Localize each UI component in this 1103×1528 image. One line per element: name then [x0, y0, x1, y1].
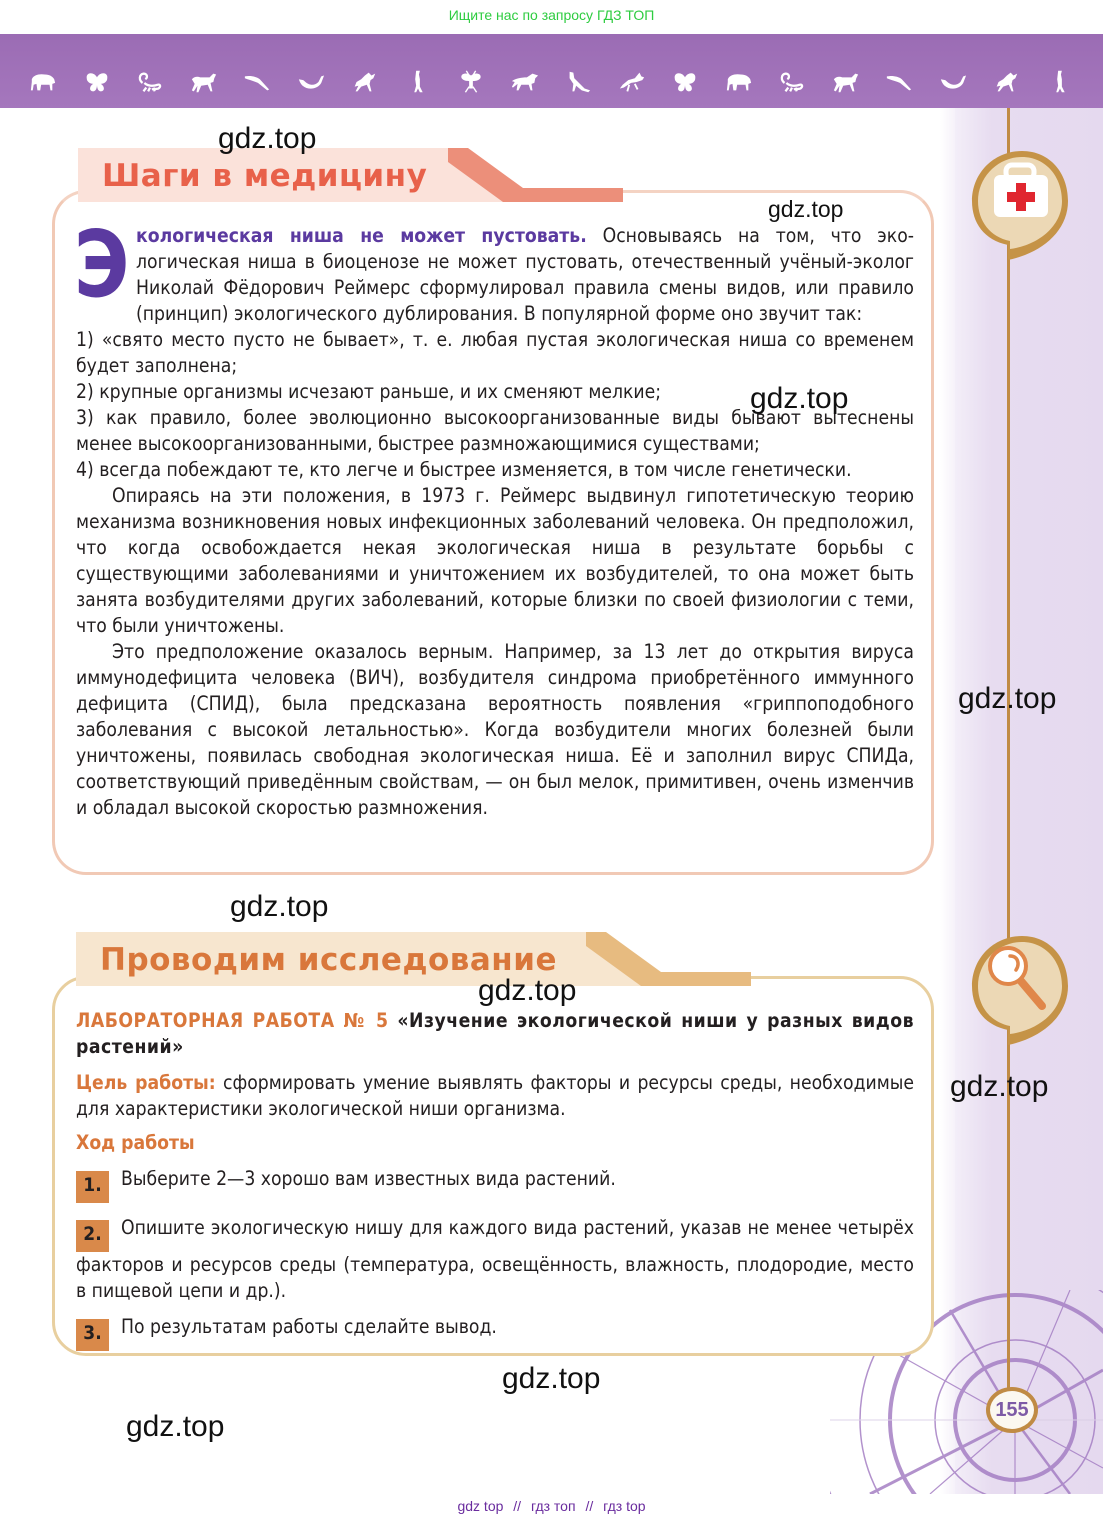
- step-number: 2.: [76, 1220, 109, 1252]
- research-section-header: [76, 932, 751, 986]
- animal-silhouette-strip: [0, 34, 1103, 108]
- research-section-text: [76, 1008, 914, 1351]
- magnifier-icon: [970, 930, 1070, 1048]
- hare-icon: [617, 67, 647, 97]
- medicine-section-header: [78, 148, 623, 202]
- bird-icon: [242, 67, 272, 97]
- step-number: 1.: [76, 1171, 109, 1203]
- watermark: gdz.top: [958, 682, 1057, 715]
- bull-icon: [510, 67, 540, 97]
- meerkat-icon: [1045, 67, 1075, 97]
- research-badge: [970, 930, 1070, 1048]
- intro-text: Основываясь на том, что экологическая ниша в биоценозе не может пустовать, отечественный учёный-эколог Николай Фёдорович Реймерс сформулировал правила смены видов, или правило (принцип) экологического дублирования. В популярной форме оно звучит так:: [136, 224, 915, 325]
- step-number: 3.: [76, 1319, 109, 1351]
- goat-icon: [349, 67, 379, 97]
- rule-2: 2) крупные организмы исчезают раньше, и их сменяют мелкие;: [76, 380, 662, 403]
- dolphin-icon: [938, 67, 968, 97]
- lead-phrase: кологическая ниша не может пустовать.: [136, 224, 587, 247]
- watermark: gdz.top: [230, 890, 329, 923]
- goal-text: сформировать умение выявлять факторы и ресурсы среды, необходимые для характеристики экологической ниши организма.: [76, 1071, 914, 1120]
- watermark: gdz.top: [768, 196, 844, 222]
- page-number: 155: [986, 1387, 1038, 1433]
- rule-1: 1) «свято место пусто не бывает», т. е. любая пустая экологическая ниша со временем будет заполнена;: [76, 328, 914, 377]
- paragraph-hypothesis: Опираясь на эти положения, в 1973 г. Реймерс выдвинул гипотетическую теорию механизма возникновения новых инфекционных заболеваний человека. Он предположил, что когда освобождается некая экологическая ниша в результате борьбы с существующими заболеваниями и уничтожением их возбудителей, то она может быть занята возбудителями других заболеваний, которые близки по своей физиологии с теми, что были уничтожены.: [76, 484, 914, 637]
- horse-icon: [189, 67, 219, 97]
- bird-icon: [884, 67, 914, 97]
- butterfly-icon: [670, 67, 700, 97]
- footer-link[interactable]: гдз топ: [530, 1498, 576, 1514]
- watermark: gdz.top: [750, 382, 849, 415]
- goal-label: Цель работы:: [76, 1071, 216, 1094]
- rule-3: 3) как правило, более эволюционно высокоорганизованные виды бывают вытеснены менее высокоорганизованными, быстрее размножающимися существами;: [76, 406, 914, 455]
- drop-cap: Э: [74, 211, 130, 318]
- search-hint-banner: Ищите нас по запросу ГДЗ ТОП: [448, 7, 655, 23]
- scorpion-icon: [777, 67, 807, 97]
- watermark: gdz.top: [950, 1070, 1049, 1103]
- timeline-line: [1007, 108, 1010, 1398]
- rule-4: 4) всегда побеждают те, кто легче и быстрее изменяется, в том числе генетически.: [76, 458, 852, 481]
- horse-icon: [831, 67, 861, 97]
- step-1: [76, 1166, 914, 1203]
- meerkat-icon: [403, 67, 433, 97]
- footer-links: [0, 1498, 1103, 1514]
- step-2: [76, 1215, 914, 1304]
- medicine-section-text: [74, 211, 915, 821]
- footer-link[interactable]: гдз top: [603, 1498, 646, 1514]
- medicine-badge: [970, 145, 1070, 263]
- right-gutter: [955, 108, 1103, 1494]
- scorpion-icon: [135, 67, 165, 97]
- intro-paragraph: [74, 211, 915, 327]
- step-text: Опишите экологическую нишу для каждого вида растений, указав не менее четырёх факторов и ресурсов среды (температура, освещённость, влажность, плодородие, место в пищевой цепи и др.).: [76, 1216, 914, 1302]
- watermark: gdz.top: [478, 974, 577, 1007]
- section-title: Шаги в медицину: [102, 158, 428, 194]
- lab-heading: [76, 1008, 914, 1060]
- first-aid-kit-icon: [970, 145, 1070, 263]
- section-title: Проводим исследование: [100, 942, 557, 978]
- watermark: gdz.top: [218, 122, 317, 155]
- step-3: [76, 1314, 914, 1351]
- paragraph-hiv: Это предположение оказалось верным. Например, за 13 лет до открытия вируса иммунодефицита человека (ВИЧ), возбудителя синдрома приобретённого иммунного дефицита (СПИД), была предсказана вероятность появления «гриппоподобного заболевания с высокой летальностью». Когда возбудители многих болезней были уничтожены, появилась свободная экологическая ниша. Её и заполнил вирус СПИДа, соответствующий приведённым свойствам, — он был мелок, примитивен, очень изменчив и обладал высокой скоростью размножения.: [76, 640, 914, 819]
- footer-separator: //: [585, 1498, 594, 1514]
- animal-icons: [28, 64, 1075, 100]
- step-text: По результатам работы сделайте вывод.: [121, 1315, 497, 1338]
- watermark: gdz.top: [126, 1410, 225, 1443]
- insect-icon: [456, 67, 486, 97]
- dolphin-icon: [296, 67, 326, 97]
- bison-icon: [28, 67, 58, 97]
- bison-icon: [724, 67, 754, 97]
- step-text: Выберите 2—3 хорошо вам известных вида растений.: [121, 1167, 616, 1190]
- footer-separator: //: [513, 1498, 522, 1514]
- procedure-label: Ход работы: [76, 1131, 195, 1154]
- goal-paragraph: [76, 1070, 914, 1122]
- butterfly-icon: [82, 67, 112, 97]
- footer-link[interactable]: gdz top: [457, 1498, 504, 1514]
- kangaroo-icon: [563, 67, 593, 97]
- lab-number-label: ЛАБОРАТОРНАЯ РАБОТА № 5: [76, 1009, 389, 1032]
- lab-title: «Изучение экологической ниши у разных видов растений»: [76, 1009, 914, 1058]
- goat-icon: [991, 67, 1021, 97]
- watermark: gdz.top: [502, 1362, 601, 1395]
